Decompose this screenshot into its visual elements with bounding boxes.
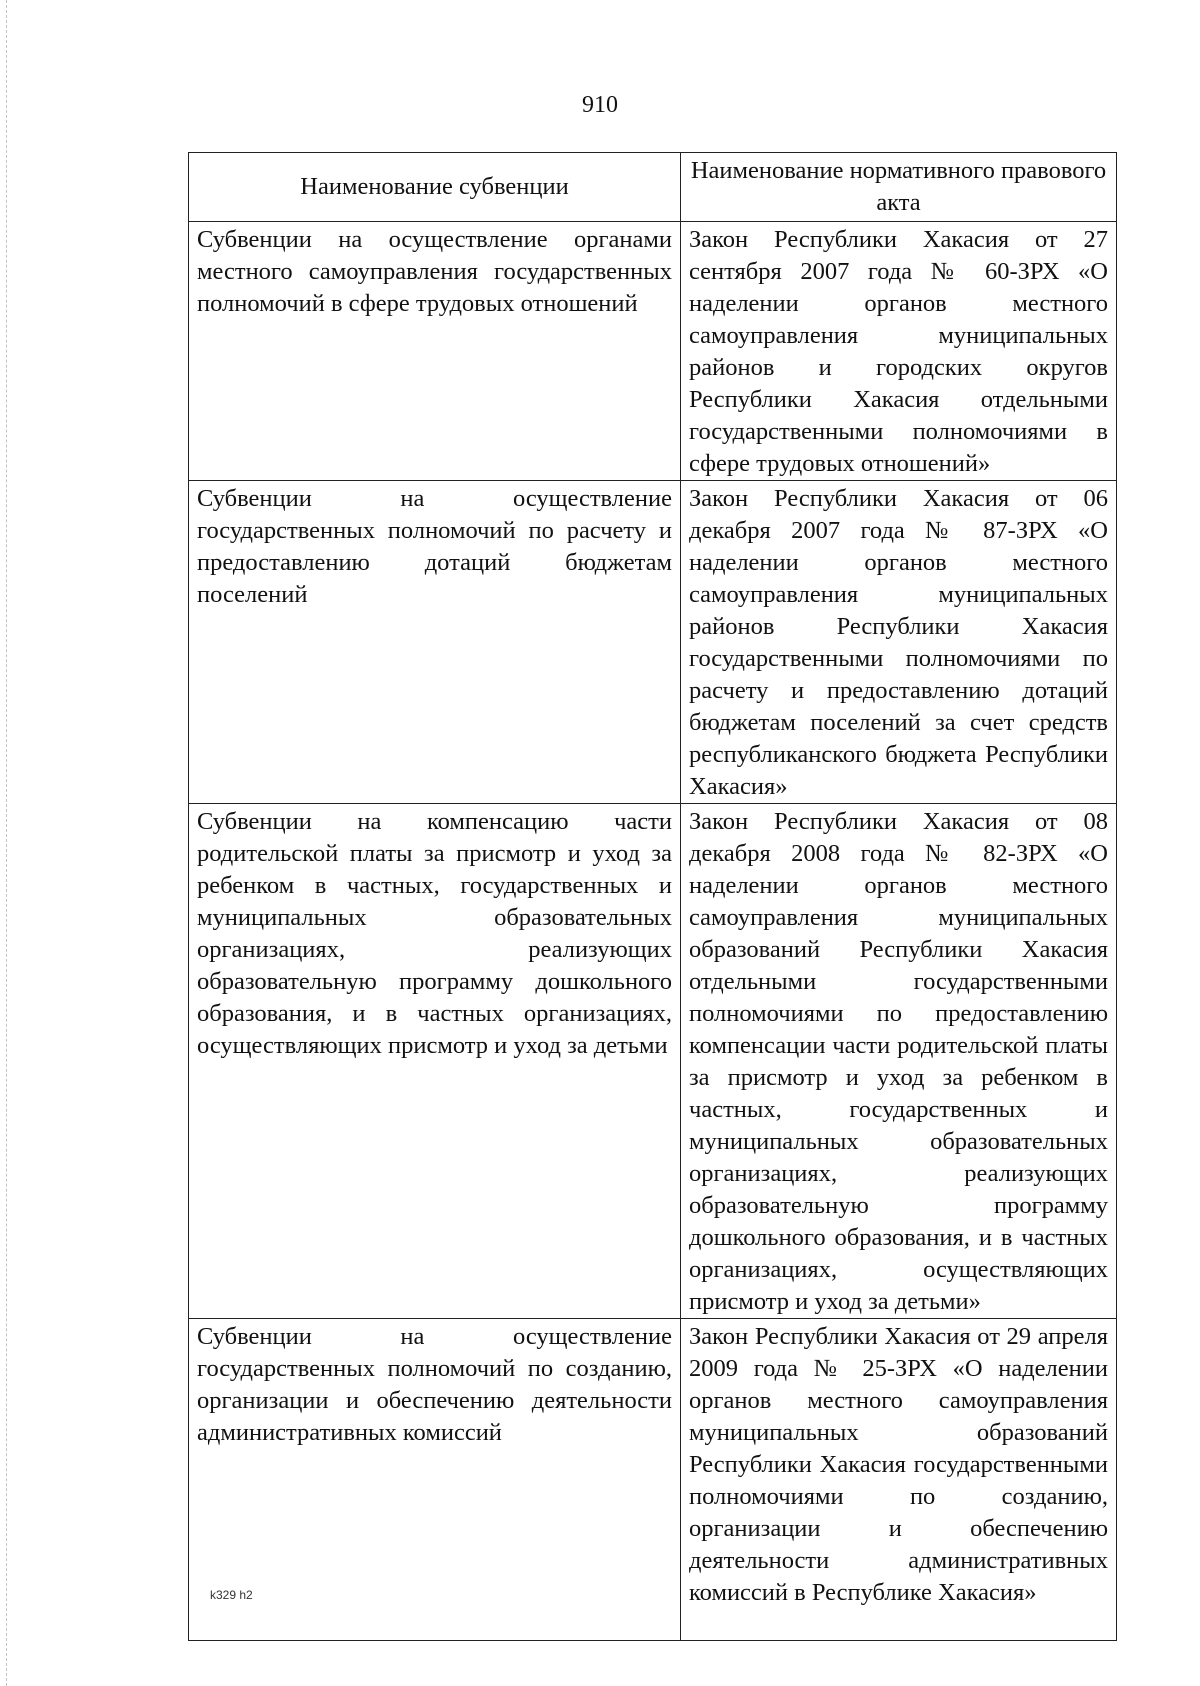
subvention-cell: Субвенции на осуществление государственных полномочий по расчету и предоставлению дотаций бюджетам поселений	[189, 481, 681, 804]
legal-act-cell: Закон Республики Хакасия от 27 сентября 2007 года № 60-ЗРХ «О наделении органов местного самоуправления муниципальных районов и городских округов Республики Хакасия отдельными государственными полномочиями в сфере трудовых отношений»	[681, 222, 1117, 481]
page-number: 910	[582, 92, 618, 118]
table-row	[189, 1319, 1117, 1641]
legal-act-cell: Закон Республики Хакасия от 06 декабря 2007 года № 87-ЗРХ «О наделении органов местного самоуправления муниципальных районов Республики Хакасия государственными полномочиями по расчету и предоставлению дотаций бюджетам поселений за счет средств республиканского бюджета Республики Хакасия»	[681, 481, 1117, 804]
scan-edge-line	[6, 0, 8, 1686]
subvention-cell: Субвенции на компенсацию части родительской платы за присмотр и уход за ребенком в частных, государственных и муниципальных образовательных организациях, реализующих образовательную программу дошкольного образования, и в частных организациях, осуществляющих присмотр и уход за детьми	[189, 804, 681, 1319]
header-legal-act-name: Наименование нормативного правового акта	[681, 153, 1117, 222]
header-subvention-name: Наименование субвенции	[189, 153, 681, 222]
table-header-row	[189, 153, 1117, 222]
subventions-table	[188, 152, 1117, 1641]
legal-act-cell: Закон Республики Хакасия от 29 апреля 2009 года № 25-ЗРХ «О наделении органов местного самоуправления муниципальных образований Республики Хакасия государственными полномочиями по созданию, организации и обеспечению деятельности административных комиссий в Республике Хакасия»	[681, 1319, 1117, 1641]
footer-document-code: k329 h2	[210, 1588, 253, 1602]
table-row	[189, 804, 1117, 1319]
subvention-cell: Субвенции на осуществление органами местного самоуправления государственных полномочий в сфере трудовых отношений	[189, 222, 681, 481]
legal-act-cell: Закон Республики Хакасия от 08 декабря 2008 года № 82-ЗРХ «О наделении органов местного самоуправления муниципальных образований Республики Хакасия отдельными государственными полномочиями по предоставлению компенсации части родительской платы за присмотр и уход за ребенком в частных, государственных и муниципальных образовательных организациях, реализующих образовательную программу дошкольного образования, и в частных организациях, осуществляющих присмотр и уход за детьми»	[681, 804, 1117, 1319]
subvention-cell: Субвенции на осуществление государственных полномочий по созданию, организации и обеспечению деятельности административных комиссий	[189, 1319, 681, 1641]
table-row	[189, 222, 1117, 481]
table-row	[189, 481, 1117, 804]
